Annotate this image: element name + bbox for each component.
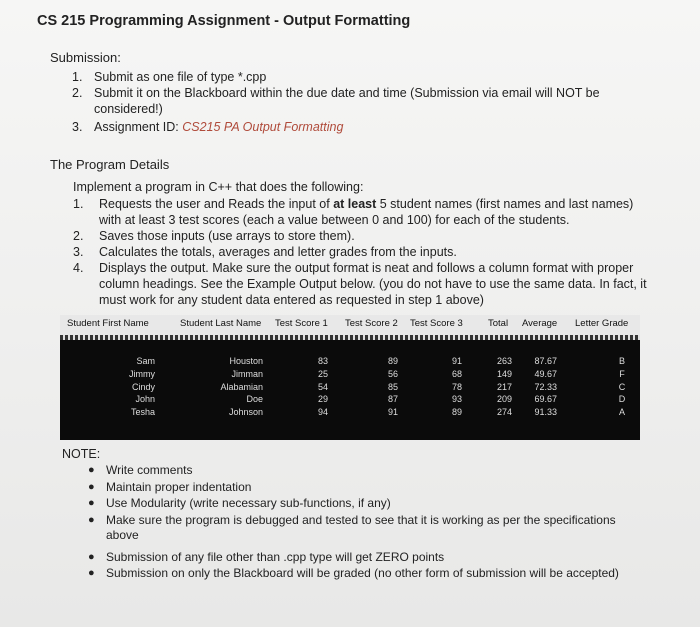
table-cell: 87	[387, 394, 398, 405]
table-cell: 54	[317, 381, 328, 392]
table-cell: Jimman	[231, 368, 263, 379]
table-cell: 29	[317, 394, 328, 405]
table-cell: Doe	[246, 394, 263, 405]
table-cell: 94	[317, 407, 328, 418]
table-cell: Houston	[229, 356, 263, 366]
table-header	[60, 315, 640, 335]
table-body	[60, 340, 640, 440]
test-score-2-column	[370, 355, 398, 419]
list-item: ● Submission of any file other than .cpp type will get ZERO points	[88, 549, 445, 564]
average-column	[522, 355, 557, 419]
list-item: ● Make sure the program is debugged and tested to see that it is working as per the specifications above	[88, 512, 616, 542]
list-item: 1. Requests the user and Reads the input of at least 5 student names (first names and last names) with at least 3 test scores (each a value between 0 and 100) for each of the students.	[73, 197, 634, 227]
table-cell: 217	[496, 381, 512, 392]
list-item: 1. Submit as one file of type *.cpp	[72, 70, 267, 84]
table-cell: 83	[317, 356, 328, 366]
note-list	[88, 463, 638, 583]
table-cell: 274	[496, 407, 512, 418]
table-cell: 56	[387, 368, 398, 379]
last-name-column	[210, 355, 263, 419]
table-cell: Sam	[136, 356, 155, 366]
note-heading: NOTE:	[62, 447, 101, 461]
header-test-score-2: Test Score 2	[345, 318, 398, 329]
table-cell: F	[619, 368, 625, 379]
bullet-icon: ●	[88, 567, 95, 579]
table-cell: 263	[496, 356, 512, 366]
table-cell: 89	[451, 407, 462, 418]
list-item: 3. Calculates the totals, averages and letter grades from the inputs.	[73, 245, 457, 259]
submission-list	[72, 69, 662, 135]
table-cell: 49.67	[534, 368, 557, 379]
bullet-icon: ●	[88, 480, 95, 493]
list-item: ● Maintain proper indentation	[88, 479, 252, 494]
header-average: Average	[522, 318, 558, 329]
table-cell: C	[618, 381, 626, 392]
list-item: ● Write comments	[88, 463, 193, 477]
header-test-score-3: Test Score 3	[410, 318, 463, 329]
details-list	[73, 196, 653, 308]
bullet-icon: ●	[88, 464, 95, 476]
bullet-icon: ●	[88, 497, 95, 509]
first-name-column	[110, 355, 155, 419]
details-intro: Implement a program in C++ that does the following:	[73, 180, 364, 194]
table-cell: 68	[451, 368, 462, 379]
table-cell: 149	[496, 368, 512, 379]
table-cell: 87.67	[534, 356, 557, 366]
header-test-score-1: Test Score 1	[275, 318, 328, 329]
table-cell: A	[618, 407, 625, 418]
table-cell: 89	[387, 356, 398, 366]
test-score-1-column	[300, 355, 328, 419]
table-cell: 209	[496, 394, 512, 405]
assignment-id: CS215 PA Output Formatting	[182, 120, 344, 134]
table-cell: 78	[451, 381, 462, 392]
example-output-table	[60, 315, 640, 440]
bullet-icon: ●	[88, 513, 95, 526]
list-item: 4. Displays the output. Make sure the output format is neat and follows a column format with proper column headings. See the Example Output below. (you do not have to use the same data. In fact, it must work for any student data entered as requested in step 1 above)	[73, 261, 647, 307]
table-cell: Cindy	[131, 381, 155, 392]
letter-grade-column	[614, 355, 630, 419]
list-item: ● Use Modularity (write necessary sub-functions, if any)	[88, 496, 391, 510]
list-item: 2. Submit it on the Blackboard within the due date and time (Submission via email will NOT be considered!)	[72, 86, 600, 116]
table-cell: Tesha	[130, 407, 155, 418]
list-item: 2. Saves those inputs (use arrays to store them).	[73, 229, 355, 243]
list-item: 3. Assignment ID: CS215 PA Output Formatting	[72, 120, 344, 134]
table-cell: 69.67	[534, 394, 557, 405]
table-cell: 85	[387, 381, 398, 392]
table-cell: 72.33	[534, 381, 557, 392]
table-cell: Alabamian	[220, 381, 263, 392]
header-letter-grade: Letter Grade	[575, 318, 629, 329]
submission-heading: Submission:	[50, 50, 121, 65]
header-total: Total	[488, 318, 509, 329]
table-cell: 91.33	[534, 407, 557, 418]
table-cell: Jimmy	[129, 368, 155, 379]
header-first-name: Student First Name	[67, 318, 149, 329]
table-cell: Johnson	[228, 407, 263, 418]
total-column	[485, 355, 512, 419]
table-cell: D	[618, 394, 626, 405]
table-cell: 91	[387, 407, 398, 418]
table-cell: B	[618, 356, 625, 366]
table-cell: John	[135, 394, 155, 405]
table-cell: 91	[451, 356, 462, 366]
page-title: CS 215 Programming Assignment - Output Formatting	[37, 13, 411, 29]
test-score-3-column	[434, 355, 462, 419]
details-heading: The Program Details	[50, 157, 170, 172]
header-last-name: Student Last Name	[180, 318, 262, 329]
table-cell: 25	[317, 368, 328, 379]
list-item: ● Submission on only the Blackboard will be graded (no other form of submission will be accepted)	[88, 566, 619, 580]
bullet-icon: ●	[88, 550, 95, 563]
table-cell: 93	[451, 394, 462, 405]
